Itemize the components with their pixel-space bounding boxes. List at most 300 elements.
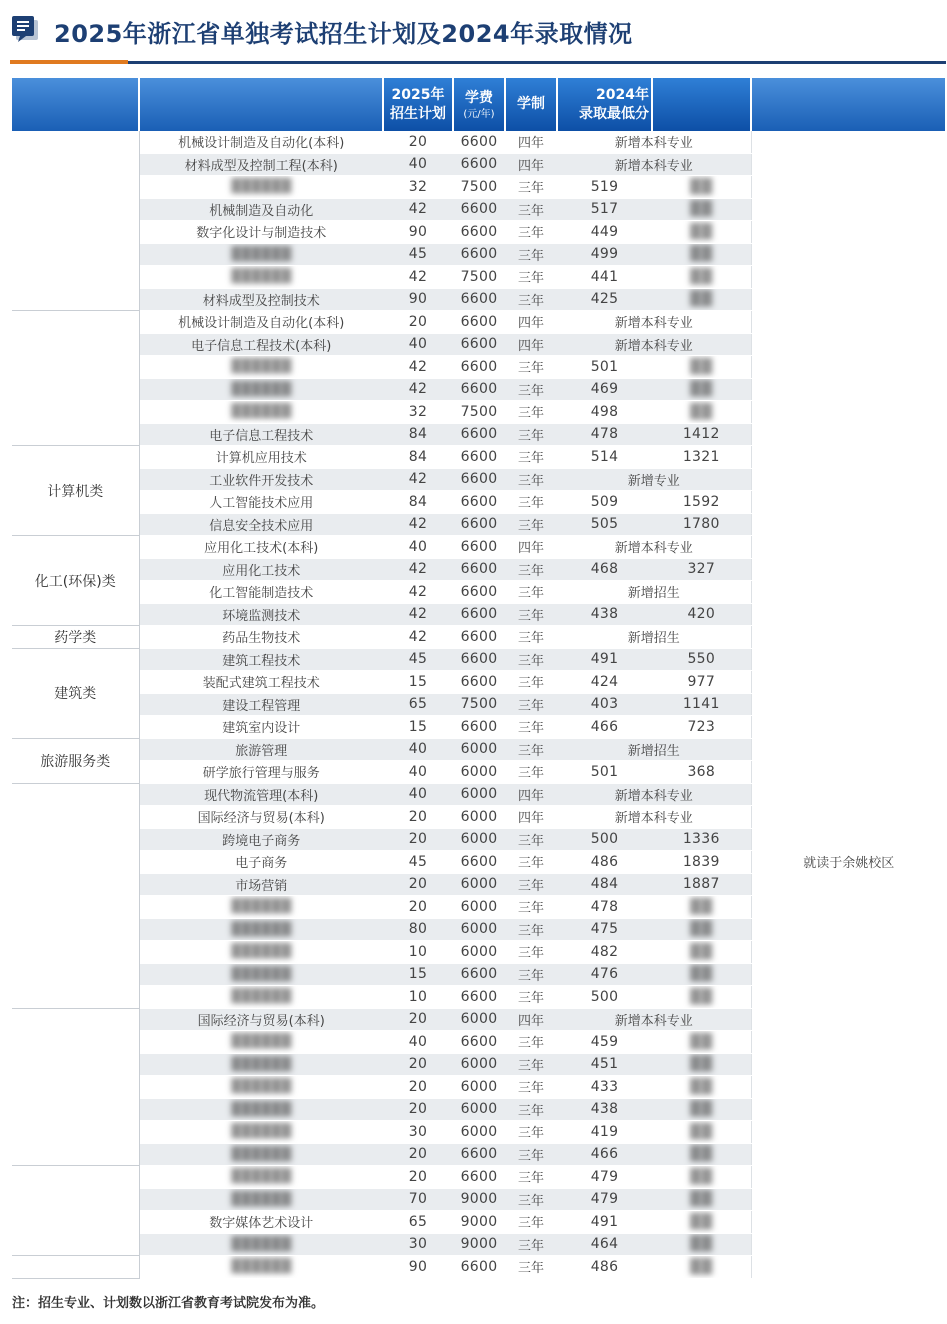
note-cell	[751, 401, 946, 424]
duration: 三年	[505, 941, 557, 964]
duration: 三年	[505, 1121, 557, 1144]
major-name	[139, 1143, 383, 1166]
plan-count: 32	[383, 401, 453, 424]
table-row	[12, 131, 946, 153]
tuition-fee: 6600	[453, 378, 505, 401]
plan-count: 20	[383, 1166, 453, 1189]
plan-count: 40	[383, 761, 453, 784]
major-name: 药品生物技术	[139, 626, 383, 649]
tuition-fee: 6600	[453, 311, 505, 334]
table-row	[12, 536, 946, 559]
major-name	[139, 1256, 383, 1279]
note-cell	[751, 986, 946, 1009]
major-name	[139, 1233, 383, 1256]
note-cell	[751, 671, 946, 694]
major-name: 材料成型及控制工程(本科)	[139, 153, 383, 176]
tuition-fee: 6600	[453, 1031, 505, 1054]
redacted-text: ██	[690, 1236, 713, 1253]
rank-value: 1141	[652, 693, 751, 716]
redacted-text: ██████	[231, 989, 292, 1005]
min-score: 468	[557, 558, 652, 581]
min-score: 486	[557, 851, 652, 874]
table-row	[12, 941, 946, 964]
header-rank	[652, 78, 751, 131]
plan-count: 20	[383, 896, 453, 919]
rank-value	[652, 918, 751, 941]
min-score: 500	[557, 828, 652, 851]
table-body	[12, 131, 946, 1278]
duration: 四年	[505, 536, 557, 559]
tuition-fee: 6600	[453, 491, 505, 514]
redacted-text: ██████	[231, 921, 292, 937]
category-cell	[12, 311, 139, 446]
tuition-fee: 6000	[453, 738, 505, 761]
min-score: 499	[557, 243, 652, 266]
plan-count: 20	[383, 806, 453, 829]
table-row	[12, 693, 946, 716]
note-cell	[751, 626, 946, 649]
plan-count: 84	[383, 423, 453, 446]
note-cell	[751, 1031, 946, 1054]
rank-value: 550	[652, 648, 751, 671]
major-name: 研学旅行管理与服务	[139, 761, 383, 784]
tuition-fee: 6600	[453, 716, 505, 739]
note-cell	[751, 581, 946, 604]
duration: 三年	[505, 1098, 557, 1121]
table-row	[12, 333, 946, 356]
table-row	[12, 716, 946, 739]
major-name	[139, 401, 383, 424]
major-name: 建筑工程技术	[139, 648, 383, 671]
plan-count: 10	[383, 941, 453, 964]
note-cell	[751, 873, 946, 896]
duration: 三年	[505, 1031, 557, 1054]
major-name	[139, 896, 383, 919]
rank-value: 327	[652, 558, 751, 581]
min-score: 486	[557, 1256, 652, 1279]
table-header-row	[12, 78, 946, 131]
min-score: 501	[557, 356, 652, 379]
duration: 三年	[505, 851, 557, 874]
major-name	[139, 941, 383, 964]
tuition-fee: 6000	[453, 761, 505, 784]
duration: 三年	[505, 468, 557, 491]
major-name	[139, 243, 383, 266]
duration: 三年	[505, 378, 557, 401]
note-cell	[751, 423, 946, 446]
status-text: 新增本科专业	[557, 1008, 751, 1031]
duration: 四年	[505, 333, 557, 356]
category-cell: 旅游服务类	[12, 738, 139, 783]
redacted-text: ██	[690, 1056, 713, 1073]
table-row	[12, 1256, 946, 1279]
status-text: 新增专业	[557, 468, 751, 491]
plan-count: 90	[383, 221, 453, 244]
duration: 三年	[505, 1143, 557, 1166]
rank-value	[652, 1233, 751, 1256]
note-cell	[751, 243, 946, 266]
redacted-text: ██████	[231, 944, 292, 960]
tuition-fee: 7500	[453, 693, 505, 716]
tuition-fee: 6000	[453, 1053, 505, 1076]
tuition-fee: 6600	[453, 446, 505, 469]
plan-count: 30	[383, 1233, 453, 1256]
table-row	[12, 513, 946, 536]
major-name: 跨境电子商务	[139, 828, 383, 851]
table-row	[12, 963, 946, 986]
table-row	[12, 671, 946, 694]
tuition-fee: 6000	[453, 1076, 505, 1099]
tuition-fee: 6600	[453, 333, 505, 356]
rank-value	[652, 1256, 751, 1279]
plan-count: 10	[383, 986, 453, 1009]
tuition-fee: 7500	[453, 176, 505, 199]
duration: 三年	[505, 558, 557, 581]
plan-count: 40	[383, 153, 453, 176]
tuition-fee: 6600	[453, 603, 505, 626]
redacted-text: ██	[690, 1191, 713, 1208]
header-score-line1: 2024年	[596, 86, 649, 103]
rank-value	[652, 1166, 751, 1189]
note-cell	[751, 738, 946, 761]
tuition-fee: 6000	[453, 1008, 505, 1031]
note-cell	[751, 761, 946, 784]
table-row	[12, 851, 946, 874]
table-row	[12, 1031, 946, 1054]
tuition-fee: 6000	[453, 896, 505, 919]
duration: 四年	[505, 131, 557, 153]
major-name: 建筑室内设计	[139, 716, 383, 739]
rank-value: 368	[652, 761, 751, 784]
duration: 三年	[505, 423, 557, 446]
duration: 三年	[505, 963, 557, 986]
tuition-fee: 6600	[453, 356, 505, 379]
tuition-fee: 6600	[453, 851, 505, 874]
note-cell	[751, 603, 946, 626]
tuition-fee: 6600	[453, 626, 505, 649]
table-row	[12, 558, 946, 581]
note-cell	[751, 333, 946, 356]
rank-value	[652, 986, 751, 1009]
table-row	[12, 378, 946, 401]
duration: 四年	[505, 806, 557, 829]
table-row	[12, 1098, 946, 1121]
duration: 三年	[505, 288, 557, 311]
table-row	[12, 1211, 946, 1234]
note-cell	[751, 266, 946, 289]
table-row	[12, 491, 946, 514]
duration: 三年	[505, 828, 557, 851]
note-cell	[751, 491, 946, 514]
duration: 四年	[505, 1008, 557, 1031]
redacted-text: ██████	[231, 1056, 292, 1072]
plan-count: 40	[383, 536, 453, 559]
header-fee-line2: (元/年)	[463, 108, 495, 120]
rank-value	[652, 243, 751, 266]
status-text: 新增本科专业	[557, 333, 751, 356]
rank-value	[652, 896, 751, 919]
table-row	[12, 1233, 946, 1256]
plan-count: 84	[383, 446, 453, 469]
plan-count: 45	[383, 851, 453, 874]
min-score: 517	[557, 198, 652, 221]
note-cell	[751, 176, 946, 199]
duration: 三年	[505, 918, 557, 941]
table-row	[12, 986, 946, 1009]
min-score: 479	[557, 1188, 652, 1211]
tuition-fee: 6600	[453, 581, 505, 604]
note-cell	[751, 153, 946, 176]
rank-value: 723	[652, 716, 751, 739]
major-name	[139, 1031, 383, 1054]
major-name: 信息安全技术应用	[139, 513, 383, 536]
plan-count: 20	[383, 873, 453, 896]
min-score: 484	[557, 873, 652, 896]
min-score: 479	[557, 1166, 652, 1189]
status-text: 新增招生	[557, 626, 751, 649]
rank-value	[652, 1188, 751, 1211]
redacted-text: ██	[690, 1078, 713, 1095]
redacted-text: ██████	[231, 1169, 292, 1185]
note-cell	[751, 716, 946, 739]
major-name	[139, 963, 383, 986]
duration: 三年	[505, 1233, 557, 1256]
tuition-fee: 6600	[453, 963, 505, 986]
tuition-fee: 6600	[453, 288, 505, 311]
major-name: 现代物流管理(本科)	[139, 783, 383, 806]
rank-value	[652, 221, 751, 244]
major-name: 建设工程管理	[139, 693, 383, 716]
major-name: 机械设计制造及自动化(本科)	[139, 131, 383, 153]
table-row	[12, 918, 946, 941]
note-cell	[751, 1233, 946, 1256]
header-category	[12, 78, 139, 131]
plan-count: 42	[383, 603, 453, 626]
major-name: 环境监测技术	[139, 603, 383, 626]
rank-value	[652, 1098, 751, 1121]
rank-value: 1336	[652, 828, 751, 851]
min-score: 459	[557, 1031, 652, 1054]
table-row	[12, 626, 946, 649]
tuition-fee: 6600	[453, 423, 505, 446]
tuition-fee: 6600	[453, 558, 505, 581]
major-name	[139, 1188, 383, 1211]
plan-count: 45	[383, 243, 453, 266]
table-row	[12, 468, 946, 491]
duration: 三年	[505, 1211, 557, 1234]
title-rule-accent	[10, 60, 128, 64]
note-cell	[751, 378, 946, 401]
tuition-fee: 6000	[453, 873, 505, 896]
plan-count: 15	[383, 716, 453, 739]
redacted-text: ██████	[231, 269, 292, 285]
rank-value	[652, 1031, 751, 1054]
tuition-fee: 6600	[453, 153, 505, 176]
note-cell	[751, 558, 946, 581]
plan-count: 84	[383, 491, 453, 514]
duration: 三年	[505, 1166, 557, 1189]
tuition-fee: 6600	[453, 1166, 505, 1189]
category-cell: 建筑类	[12, 648, 139, 738]
rank-value	[652, 941, 751, 964]
min-score: 449	[557, 221, 652, 244]
note-cell	[751, 311, 946, 334]
redacted-text: ██████	[231, 1124, 292, 1140]
duration: 三年	[505, 1188, 557, 1211]
tuition-fee: 7500	[453, 401, 505, 424]
table-row	[12, 198, 946, 221]
table-row	[12, 806, 946, 829]
major-name	[139, 356, 383, 379]
redacted-text: ██████	[231, 966, 292, 982]
major-name: 工业软件开发技术	[139, 468, 383, 491]
duration: 三年	[505, 986, 557, 1009]
min-score: 441	[557, 266, 652, 289]
plan-count: 20	[383, 311, 453, 334]
tuition-fee: 9000	[453, 1211, 505, 1234]
redacted-text: ██	[690, 403, 713, 420]
major-name: 机械制造及自动化	[139, 198, 383, 221]
rank-value	[652, 378, 751, 401]
min-score: 424	[557, 671, 652, 694]
category-cell: 化工(环保)类	[12, 536, 139, 626]
duration: 三年	[505, 896, 557, 919]
status-text: 新增本科专业	[557, 311, 751, 334]
plan-count: 90	[383, 1256, 453, 1279]
major-name: 数字媒体艺术设计	[139, 1211, 383, 1234]
major-name: 国际经济与贸易(本科)	[139, 1008, 383, 1031]
note-cell	[751, 1098, 946, 1121]
min-score: 466	[557, 716, 652, 739]
note-cell	[751, 1053, 946, 1076]
table-row	[12, 1076, 946, 1099]
category-cell	[12, 131, 139, 311]
table-row	[12, 243, 946, 266]
min-score: 501	[557, 761, 652, 784]
footer-note: 注：招生专业、计划数以浙江省教育考试院发布为准。	[12, 1296, 325, 1311]
min-score: 498	[557, 401, 652, 424]
min-score: 500	[557, 986, 652, 1009]
major-name	[139, 918, 383, 941]
duration: 三年	[505, 491, 557, 514]
rank-value	[652, 963, 751, 986]
status-text: 新增本科专业	[557, 783, 751, 806]
duration: 三年	[505, 513, 557, 536]
min-score: 475	[557, 918, 652, 941]
plan-count: 80	[383, 918, 453, 941]
table-row	[12, 738, 946, 761]
rank-value	[652, 1121, 751, 1144]
rank-value: 977	[652, 671, 751, 694]
redacted-text: ██	[690, 1258, 713, 1275]
tuition-fee: 6600	[453, 513, 505, 536]
note-cell	[751, 918, 946, 941]
note-cell	[751, 828, 946, 851]
plan-count: 65	[383, 1211, 453, 1234]
tuition-fee: 6000	[453, 828, 505, 851]
note-cell	[751, 693, 946, 716]
table-row	[12, 1121, 946, 1144]
min-score: 438	[557, 603, 652, 626]
major-name	[139, 378, 383, 401]
duration: 三年	[505, 1053, 557, 1076]
duration: 三年	[505, 761, 557, 784]
redacted-text: ██	[690, 1168, 713, 1185]
major-name: 装配式建筑工程技术	[139, 671, 383, 694]
note-cell	[751, 1188, 946, 1211]
plan-count: 32	[383, 176, 453, 199]
note-cell	[751, 1008, 946, 1031]
tuition-fee: 6000	[453, 806, 505, 829]
tuition-fee: 7500	[453, 266, 505, 289]
plan-count: 42	[383, 198, 453, 221]
header-plan	[383, 78, 453, 131]
plan-count: 70	[383, 1188, 453, 1211]
min-score: 469	[557, 378, 652, 401]
table-row	[12, 288, 946, 311]
major-name: 机械设计制造及自动化(本科)	[139, 311, 383, 334]
duration: 四年	[505, 783, 557, 806]
table-row	[12, 446, 946, 469]
major-name: 电子信息工程技术	[139, 423, 383, 446]
note-cell	[751, 941, 946, 964]
major-name: 应用化工技术(本科)	[139, 536, 383, 559]
redacted-text: ██	[690, 268, 713, 285]
table-row	[12, 266, 946, 289]
note-cell	[751, 896, 946, 919]
note-cell	[751, 783, 946, 806]
tuition-fee: 6600	[453, 243, 505, 266]
table-row	[12, 176, 946, 199]
min-score: 403	[557, 693, 652, 716]
redacted-text: ██	[690, 966, 713, 983]
note-cell	[751, 1211, 946, 1234]
header-plan-line1: 2025年	[391, 86, 445, 103]
table-row	[12, 221, 946, 244]
note-cell	[751, 536, 946, 559]
redacted-text: ██████	[231, 246, 292, 262]
status-text: 新增招生	[557, 738, 751, 761]
note-cell	[751, 446, 946, 469]
redacted-text: ██	[690, 178, 713, 195]
table-row	[12, 423, 946, 446]
table-row	[12, 783, 946, 806]
duration: 三年	[505, 626, 557, 649]
table-row	[12, 828, 946, 851]
plan-count: 20	[383, 1076, 453, 1099]
duration: 三年	[505, 738, 557, 761]
rank-value	[652, 1211, 751, 1234]
plan-count: 42	[383, 266, 453, 289]
major-name: 材料成型及控制技术	[139, 288, 383, 311]
plan-count: 42	[383, 558, 453, 581]
plan-count: 20	[383, 1053, 453, 1076]
redacted-text: ██████	[231, 404, 292, 420]
plan-count: 20	[383, 131, 453, 153]
redacted-text: ██████	[231, 1146, 292, 1162]
plan-count: 42	[383, 378, 453, 401]
table-row	[12, 648, 946, 671]
min-score: 509	[557, 491, 652, 514]
min-score: 464	[557, 1233, 652, 1256]
duration: 三年	[505, 198, 557, 221]
plan-count: 42	[383, 468, 453, 491]
table-row	[12, 896, 946, 919]
tuition-fee: 6000	[453, 1098, 505, 1121]
redacted-text: ██	[690, 1101, 713, 1118]
duration: 三年	[505, 716, 557, 739]
document-icon	[12, 14, 44, 46]
